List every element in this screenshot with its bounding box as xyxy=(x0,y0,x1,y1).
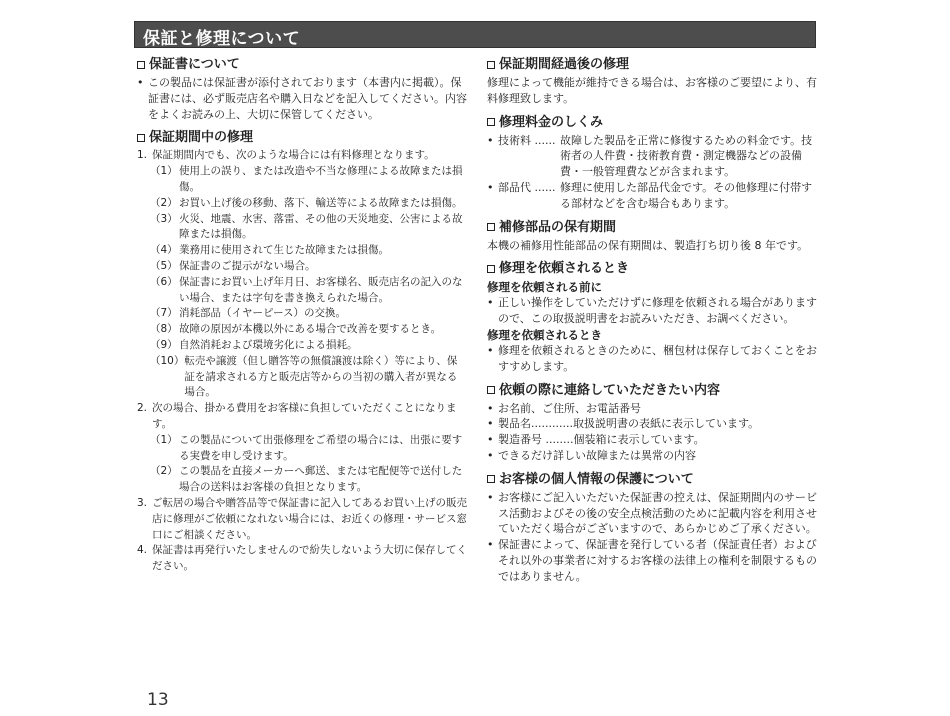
numbered-item: 4. 保証書は再発行いたしませんので紛失しないよう大切に保存してください。 xyxy=(137,543,467,575)
sub-item-number: （10） xyxy=(150,354,185,367)
bullet-item: • 製品名............取扱説明書の表紙に表示しています。 xyxy=(487,417,760,431)
sub-item-number: （3） xyxy=(150,212,178,225)
item-number: 2. xyxy=(137,402,148,415)
bullet-item: • 製造番号 ........個装箱に表示しています。 xyxy=(487,433,705,447)
section-post-warranty-repair xyxy=(487,56,817,107)
paragraph: 本機の補修用性能部品の保有期間は、製造打ち切り後 8 年です。 xyxy=(487,238,809,252)
bullet-mark: • xyxy=(487,417,494,431)
bullet-mark: • xyxy=(487,490,494,504)
bullet-mark: • xyxy=(487,433,494,447)
title-bar xyxy=(134,21,816,48)
bullet-mark: • xyxy=(487,133,494,147)
bullet-mark: • xyxy=(487,343,494,357)
bullet-mark: • xyxy=(487,180,494,194)
bullet-item: • お客様にご記入いただいた保証書の控えは、保証期間内のサービス活動およびその後の安全点検活動のために記載内容を利用させていただく場合がございますので、あらかじめご了承ください。 xyxy=(487,490,817,536)
sub-item-number: （7） xyxy=(150,307,178,320)
sub-item: （4） 業務用に使用されて生じた故障または損傷。 xyxy=(137,243,467,259)
bullet-item: • できるだけ詳しい故障または異常の内容 xyxy=(487,448,696,462)
checkbox-square-icon xyxy=(487,265,495,273)
section-parts-retention xyxy=(487,219,817,254)
bullet-mark: • xyxy=(487,296,494,310)
fee-key: 技術料 ...... xyxy=(498,133,556,147)
item-number: 3. xyxy=(137,496,148,509)
sub-item: （1） 使用上の誤り、または改造や不当な修理による故障または損傷。 xyxy=(137,164,467,196)
section-repair-fees xyxy=(487,114,817,212)
checkbox-square-icon xyxy=(137,61,145,69)
sub-item: （8） 故障の原因が本機以外にある場合で改善を要するとき。 xyxy=(137,322,467,338)
section-title: お客様の個人情報の保護について xyxy=(499,471,694,487)
checkbox-square-icon xyxy=(487,223,495,231)
sub-item-number: （9） xyxy=(150,338,178,351)
bullet-item: • 修理を依頼されるときのために、梱包材は保存しておくことをおすすめします。 xyxy=(487,343,817,373)
left-column xyxy=(137,56,467,582)
checkbox-square-icon xyxy=(487,475,495,483)
fee-row: • 部品代 ...... 修理に使用した部品代金です。その他修理に付帯する部材などを含む場合もあります。 xyxy=(487,180,813,210)
section-title: 依頼の際に連絡していただきたい内容 xyxy=(499,382,721,398)
bullet-mark: • xyxy=(487,448,494,462)
item-number: 4. xyxy=(137,544,148,557)
section-title: 修理料金のしくみ xyxy=(499,114,604,130)
section-title: 修理を依頼されるとき xyxy=(499,261,630,277)
sub-item-number: （6） xyxy=(150,275,178,288)
bullet-item: • お名前、ご住所、お電話番号 xyxy=(487,401,641,415)
checkbox-square-icon xyxy=(487,386,495,394)
sub-item-number: （2） xyxy=(150,465,178,478)
sub-item-number: （5） xyxy=(150,259,178,272)
paragraph: 修理によって機能が維持できる場合は、お客様のご要望により、有料修理致します。 xyxy=(487,76,817,105)
section-title: 保証期間中の修理 xyxy=(149,130,254,146)
sub-item-number: （8） xyxy=(150,323,178,336)
checkbox-square-icon xyxy=(487,61,495,69)
sub-item: （1） この製品について出張修理をご希望の場合には、出張に要する実費を申し受けます。 xyxy=(137,433,467,465)
sub-item-number: （2） xyxy=(150,196,178,209)
bullet-mark: • xyxy=(137,76,144,89)
sub-item: （2） この製品を直接メーカーへ郵送、または宅配便等で送付した場合の送料はお客様の負担となります。 xyxy=(137,464,467,496)
section-repair-during-warranty xyxy=(137,129,467,575)
page-number: 13 xyxy=(147,690,169,710)
checkbox-square-icon xyxy=(137,134,145,142)
bullet-item: • 正しい操作をしていただけずに修理を依頼される場合がありますので、この取扱説明書をお読みいただき、お調べください。 xyxy=(487,296,817,326)
sub-item: （3） 火災、地震、水害、落雷、その他の天災地変、公害による故障または損傷。 xyxy=(137,212,467,244)
bullet-item: • この製品には保証書が添付されております（本書内に掲載）。保証書には、必ず販売店名や購入日などを記入してください。内容をよくお読みの上、大切に保管してください。 xyxy=(137,76,467,121)
section-title: 保証書について xyxy=(149,57,240,72)
sub-item-number: （1） xyxy=(150,433,178,446)
bullet-item: • 保証書によって、保証書を発行している者（保証責任者）およびそれ以外の事業者に対するお客様の法律上の権利を制限するものではありません。 xyxy=(487,538,817,583)
section-title: 保証期間経過後の修理 xyxy=(499,57,630,72)
section-warranty-card xyxy=(137,56,467,122)
sub-item: （10） 転売や譲渡（但し贈答等の無償譲渡は除く）等により、保証を請求される方と販売店等からの当初の購入者が異なる場合。 xyxy=(137,354,467,401)
sub-item: （9） 自然消耗および環境劣化による損耗。 xyxy=(137,338,467,354)
bullet-mark: • xyxy=(487,538,494,552)
sub-title: 修理を依頼される前に xyxy=(487,280,602,295)
section-contact-details xyxy=(487,382,817,464)
fee-row: • 技術料 ...... 故障した製品を正常に修復するための料金です。技術者の人件費・技術教育費・測定機器などの設備費・一般管理費などが含まれます。 xyxy=(487,133,813,179)
sub-item: （6） 保証書にお買い上げ年月日、お客様名、販売店名の記入のない場合、または字句を書き換えられた場合。 xyxy=(137,275,467,307)
section-title: 補修部品の保有期間 xyxy=(499,219,617,235)
numbered-item: 1. 保証期間内でも、次のような場合には有料修理となります。 xyxy=(137,148,467,164)
sub-item: （2） お買い上げ後の移動、落下、輸送等による故障または損傷。 xyxy=(137,196,467,212)
section-requesting-repair xyxy=(487,260,817,374)
sub-item: （5） 保証書のご提示がない場合。 xyxy=(137,259,467,275)
numbered-item: 2. 次の場合、掛かる費用をお客様に負担していただくことになります。 xyxy=(137,401,467,433)
checkbox-square-icon xyxy=(487,118,495,126)
sub-item-number: （4） xyxy=(150,244,178,257)
sub-title: 修理を依頼されるとき xyxy=(487,327,602,342)
fee-key: 部品代 ...... xyxy=(498,180,556,194)
sub-item-number: （1） xyxy=(150,165,178,178)
sub-item: （7） 消耗部品（イヤーピース）の交換。 xyxy=(137,306,467,322)
page-title: 保証と修理について xyxy=(143,29,301,49)
right-column xyxy=(487,56,817,592)
section-privacy xyxy=(487,471,817,585)
numbered-item: 3. ご転居の場合や贈答品等で保証書に記入してあるお買い上げの販売店に修理がご依頼になれない場合には、お近くの修理・サービス窓口にご相談ください。 xyxy=(137,496,467,543)
bullet-mark: • xyxy=(487,401,494,415)
item-number: 1. xyxy=(137,149,148,162)
